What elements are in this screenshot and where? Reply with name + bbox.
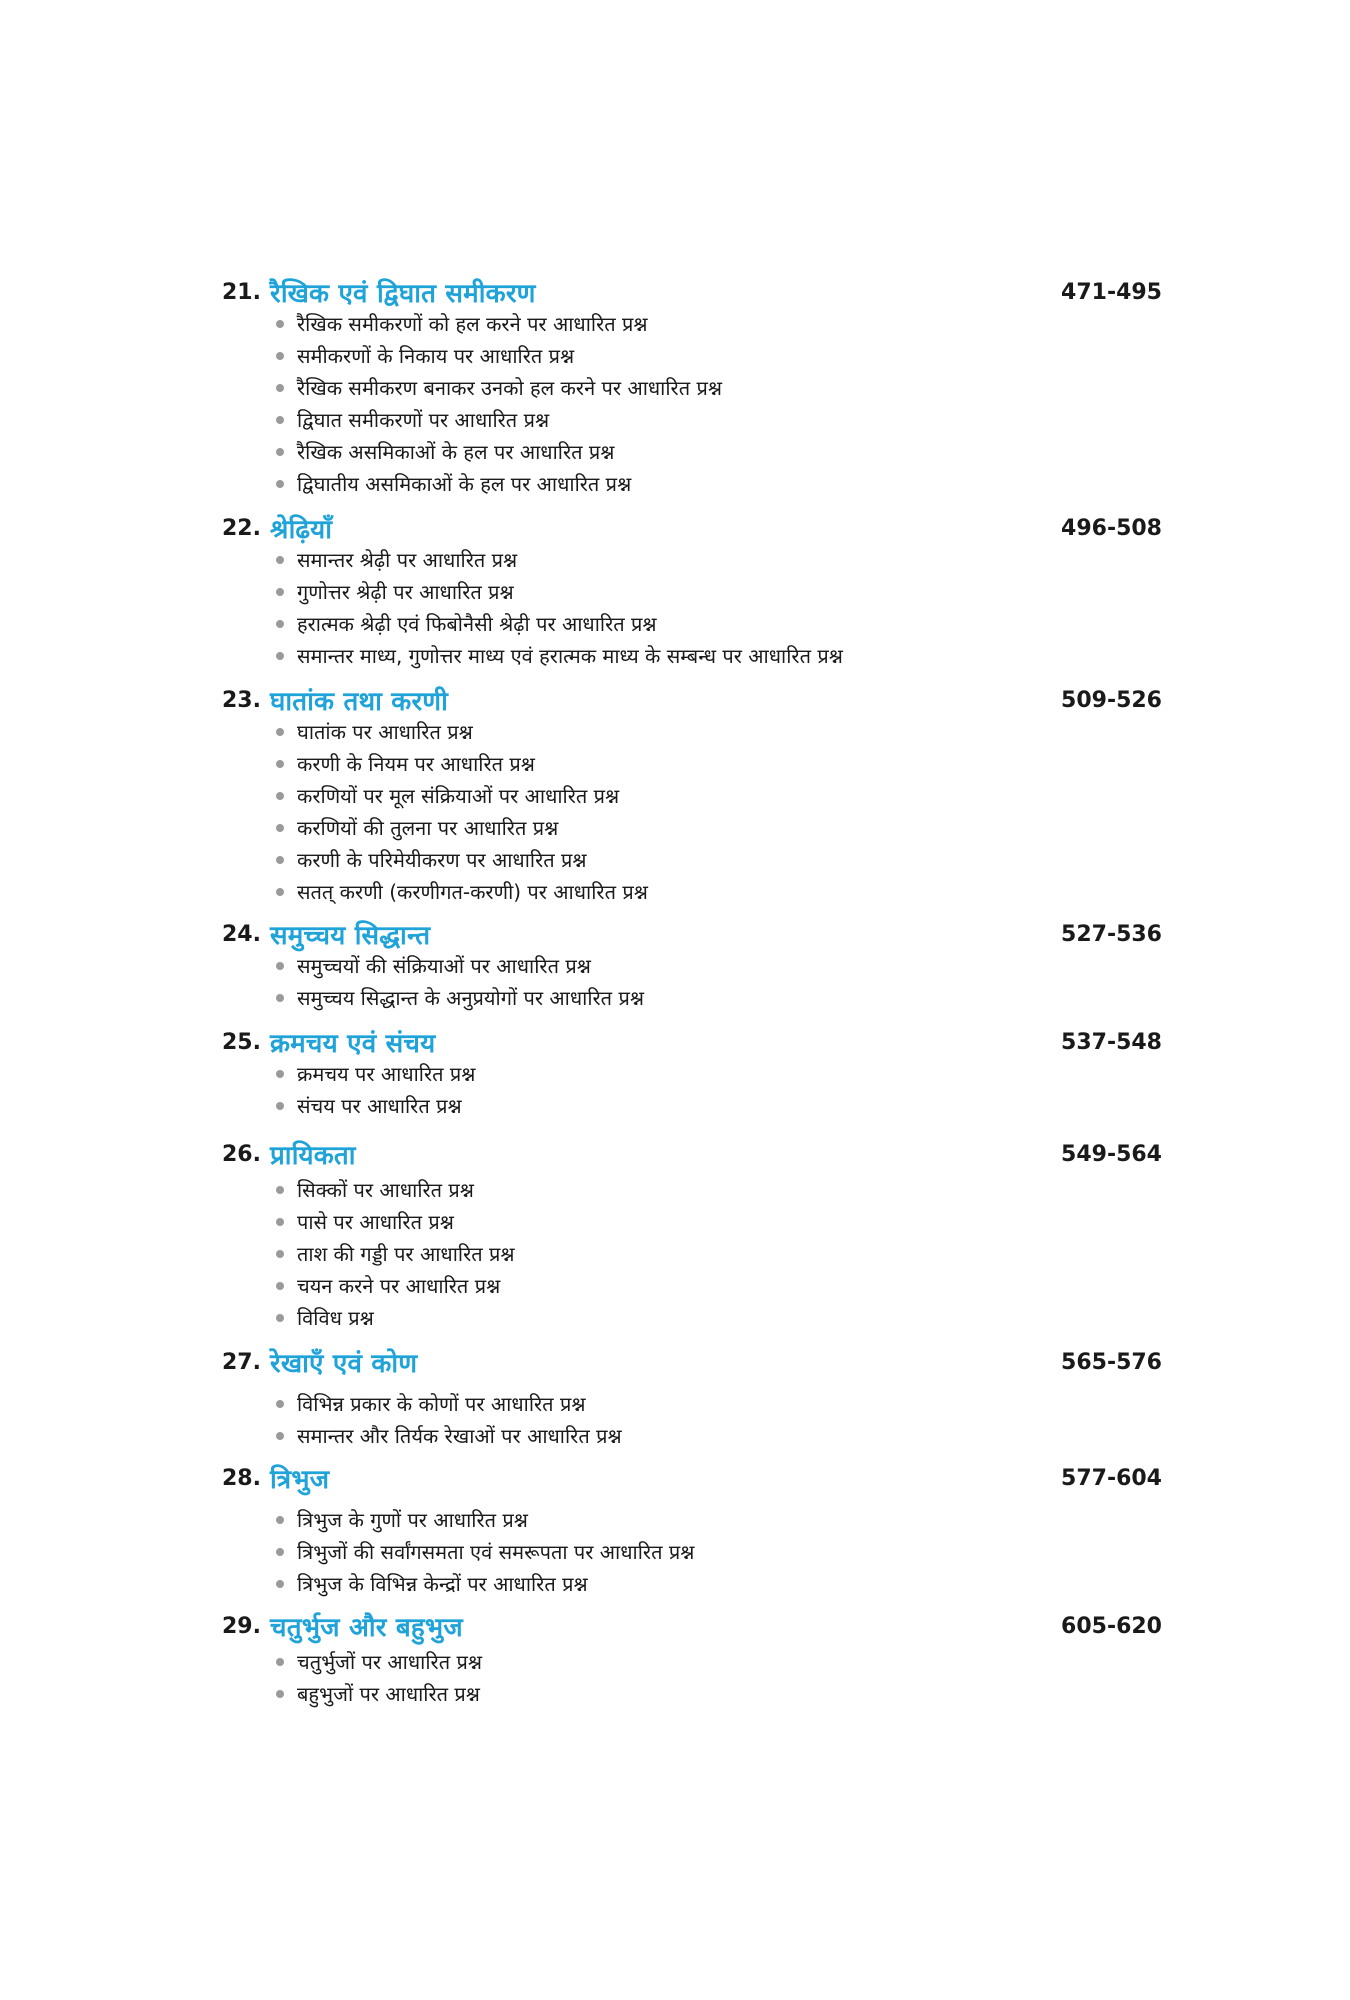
topic-text: द्विघातीय असमिकाओं के हल पर आधारित प्रश्न: [297, 472, 632, 496]
topic-item: [222, 608, 1162, 640]
topic-item: [222, 1270, 1162, 1302]
chapter-number: 27.: [222, 1350, 261, 1375]
bullet-icon: [276, 384, 284, 392]
bullet-icon: [276, 824, 284, 832]
chapter-heading: [222, 1462, 1162, 1500]
topic-text: समुच्चय सिद्धान्त के अनुप्रयोगों पर आधारित प्रश्न: [297, 986, 644, 1010]
topic-item: [222, 780, 1162, 812]
toc-chapter: [222, 1346, 1162, 1452]
topic-list: [222, 716, 1162, 908]
topic-text: समान्तर और तिर्यक रेखाओं पर आधारित प्रश्न: [297, 1424, 622, 1448]
topic-item: [222, 1646, 1162, 1678]
bullet-icon: [276, 416, 284, 424]
chapter-heading: [222, 1610, 1162, 1648]
topic-item: [222, 1058, 1162, 1090]
topic-text: त्रिभुज के गुणों पर आधारित प्रश्न: [297, 1508, 528, 1532]
chapter-title: त्रिभुज: [270, 1465, 330, 1495]
bullet-icon: [276, 320, 284, 328]
toc-chapter: [222, 1462, 1162, 1600]
topic-item: [222, 876, 1162, 908]
topic-item: [222, 1678, 1162, 1710]
topic-item: [222, 1420, 1162, 1452]
chapter-page-range: 605-620: [1061, 1614, 1162, 1639]
bullet-icon: [276, 352, 284, 360]
bullet-icon: [276, 994, 284, 1002]
chapter-page-range: 549-564: [1061, 1142, 1162, 1167]
topic-text: सिक्कों पर आधारित प्रश्न: [297, 1178, 474, 1202]
topic-item: [222, 544, 1162, 576]
bullet-icon: [276, 652, 284, 660]
chapter-title: रेखाएँ एवं कोण: [270, 1349, 418, 1379]
topic-text: चतुर्भुजों पर आधारित प्रश्न: [297, 1650, 482, 1674]
chapter-title: क्रमचय एवं संचय: [270, 1029, 436, 1059]
bullet-icon: [276, 1580, 284, 1588]
chapter-number: 29.: [222, 1614, 261, 1639]
topic-list: [222, 1504, 1162, 1600]
topic-text: बहुभुजों पर आधारित प्रश्न: [297, 1682, 480, 1706]
topic-text: विभिन्न प्रकार के कोणों पर आधारित प्रश्न: [297, 1392, 586, 1416]
chapter-number: 26.: [222, 1142, 261, 1167]
topic-text: समीकरणों के निकाय पर आधारित प्रश्न: [297, 344, 575, 368]
bullet-icon: [276, 962, 284, 970]
topic-text: ताश की गड्डी पर आधारित प्रश्न: [297, 1242, 515, 1266]
chapter-title: रैखिक एवं द्विघात समीकरण: [270, 279, 536, 309]
topic-text: समान्तर माध्य, गुणोत्तर माध्य एवं हरात्मक माध्य के सम्बन्ध पर आधारित प्रश्न: [297, 644, 843, 668]
bullet-icon: [276, 448, 284, 456]
bullet-icon: [276, 1102, 284, 1110]
bullet-icon: [276, 856, 284, 864]
toc-chapter: [222, 1610, 1162, 1710]
bullet-icon: [276, 1690, 284, 1698]
topic-text: रैखिक समीकरण बनाकर उनको हल करने पर आधारित प्रश्न: [297, 376, 722, 400]
toc-chapter: [222, 1026, 1162, 1122]
topic-text: विविध प्रश्न: [297, 1306, 374, 1330]
chapter-title: श्रेढ़ियाँ: [270, 515, 333, 545]
topic-list: [222, 308, 1162, 500]
bullet-icon: [276, 1186, 284, 1194]
chapter-page-range: 471-495: [1061, 280, 1162, 305]
chapter-title: प्रायिकता: [270, 1141, 356, 1171]
topic-item: [222, 372, 1162, 404]
topic-item: [222, 340, 1162, 372]
chapter-page-range: 527-536: [1061, 922, 1162, 947]
bullet-icon: [276, 1516, 284, 1524]
topic-item: [222, 1388, 1162, 1420]
bullet-icon: [276, 728, 284, 736]
topic-item: [222, 576, 1162, 608]
topic-item: [222, 982, 1162, 1014]
chapter-title: चतुर्भुज और बहुभुज: [270, 1613, 463, 1643]
topic-text: रैखिक समीकरणों को हल करने पर आधारित प्रश्न: [297, 312, 648, 336]
topic-item: [222, 1174, 1162, 1206]
topic-item: [222, 716, 1162, 748]
topic-item: [222, 436, 1162, 468]
toc-chapter: [222, 276, 1162, 500]
topic-item: [222, 308, 1162, 340]
bullet-icon: [276, 1314, 284, 1322]
bullet-icon: [276, 480, 284, 488]
chapter-number: 23.: [222, 688, 261, 713]
topic-list: [222, 1388, 1162, 1452]
topic-text: हरात्मक श्रेढ़ी एवं फिबोनैसी श्रेढ़ी पर आधारित प्रश्न: [297, 612, 657, 636]
topic-text: समुच्चयों की संक्रियाओं पर आधारित प्रश्न: [297, 954, 591, 978]
topic-item: [222, 1238, 1162, 1270]
topic-text: घातांक पर आधारित प्रश्न: [297, 720, 473, 744]
bullet-icon: [276, 1218, 284, 1226]
topic-text: करणी के नियम पर आधारित प्रश्न: [297, 752, 535, 776]
topic-item: [222, 950, 1162, 982]
bullet-icon: [276, 1250, 284, 1258]
topic-text: चयन करने पर आधारित प्रश्न: [297, 1274, 501, 1298]
toc-chapter: [222, 918, 1162, 1014]
chapter-heading: [222, 1138, 1162, 1176]
topic-text: संचय पर आधारित प्रश्न: [297, 1094, 462, 1118]
topic-text: सतत् करणी (करणीगत-करणी) पर आधारित प्रश्न: [297, 880, 648, 904]
topic-item: [222, 748, 1162, 780]
chapter-page-range: 537-548: [1061, 1030, 1162, 1055]
topic-item: [222, 1302, 1162, 1334]
chapter-number: 25.: [222, 1030, 261, 1055]
topic-text: करणियों पर मूल संक्रियाओं पर आधारित प्रश्न: [297, 784, 620, 808]
topic-list: [222, 544, 1162, 672]
topic-text: समान्तर श्रेढ़ी पर आधारित प्रश्न: [297, 548, 518, 572]
toc-chapter: [222, 512, 1162, 672]
topic-text: त्रिभुजों की सर्वांगसमता एवं समरूपता पर आधारित प्रश्न: [297, 1540, 695, 1564]
topic-text: क्रमचय पर आधारित प्रश्न: [297, 1062, 476, 1086]
topic-item: [222, 812, 1162, 844]
topic-text: गुणोत्तर श्रेढ़ी पर आधारित प्रश्न: [297, 580, 514, 604]
bullet-icon: [276, 760, 284, 768]
topic-item: [222, 1504, 1162, 1536]
topic-item: [222, 1206, 1162, 1238]
bullet-icon: [276, 588, 284, 596]
chapter-number: 21.: [222, 280, 261, 305]
chapter-number: 24.: [222, 922, 261, 947]
bullet-icon: [276, 792, 284, 800]
bullet-icon: [276, 1400, 284, 1408]
chapter-page-range: 577-604: [1061, 1466, 1162, 1491]
chapter-number: 22.: [222, 516, 261, 541]
topic-text: पासे पर आधारित प्रश्न: [297, 1210, 454, 1234]
topic-list: [222, 1058, 1162, 1122]
topic-list: [222, 1174, 1162, 1334]
chapter-heading: [222, 1346, 1162, 1384]
toc-chapter: [222, 684, 1162, 908]
bullet-icon: [276, 556, 284, 564]
topic-text: करणी के परिमेयीकरण पर आधारित प्रश्न: [297, 848, 587, 872]
topic-item: [222, 1568, 1162, 1600]
chapter-number: 28.: [222, 1466, 261, 1491]
topic-item: [222, 468, 1162, 500]
bullet-icon: [276, 620, 284, 628]
bullet-icon: [276, 1548, 284, 1556]
bullet-icon: [276, 1282, 284, 1290]
topic-text: रैखिक असमिकाओं के हल पर आधारित प्रश्न: [297, 440, 615, 464]
topic-list: [222, 1646, 1162, 1710]
bullet-icon: [276, 888, 284, 896]
bullet-icon: [276, 1658, 284, 1666]
toc-chapter: [222, 1138, 1162, 1334]
chapter-page-range: 496-508: [1061, 516, 1162, 541]
topic-text: त्रिभुज के विभिन्न केन्द्रों पर आधारित प्रश्न: [297, 1572, 588, 1596]
topic-text: द्विघात समीकरणों पर आधारित प्रश्न: [297, 408, 550, 432]
chapter-title: समुच्चय सिद्धान्त: [270, 921, 431, 951]
bullet-icon: [276, 1070, 284, 1078]
bullet-icon: [276, 1432, 284, 1440]
chapter-page-range: 565-576: [1061, 1350, 1162, 1375]
topic-item: [222, 640, 1162, 672]
topic-text: करणियों की तुलना पर आधारित प्रश्न: [297, 816, 559, 840]
topic-item: [222, 1090, 1162, 1122]
topic-item: [222, 844, 1162, 876]
chapter-title: घातांक तथा करणी: [270, 687, 449, 717]
topic-list: [222, 950, 1162, 1014]
topic-item: [222, 1536, 1162, 1568]
chapter-page-range: 509-526: [1061, 688, 1162, 713]
topic-item: [222, 404, 1162, 436]
